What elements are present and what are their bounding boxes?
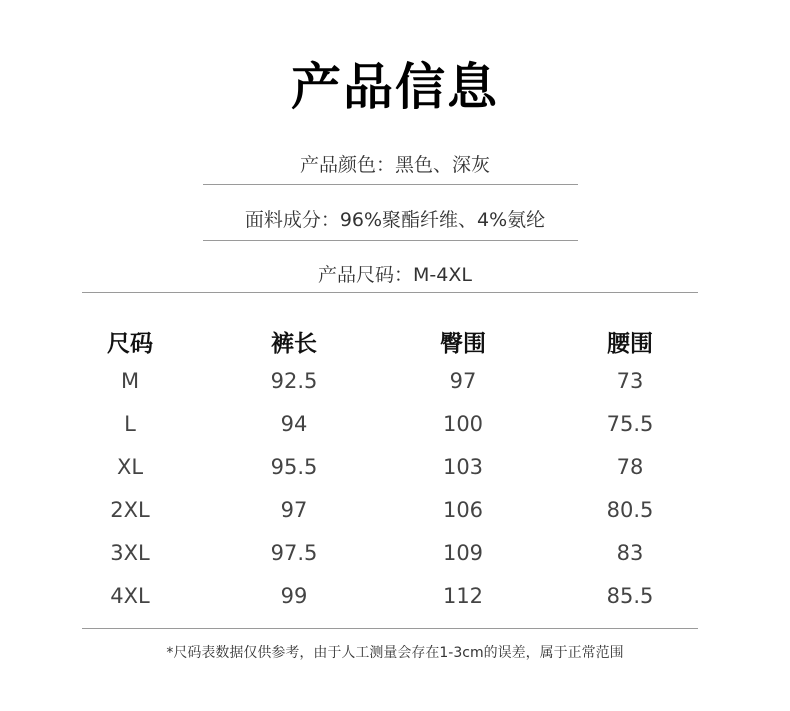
cell-length: 95.5 (270, 455, 318, 479)
cell-waist: 75.5 (606, 412, 654, 436)
cell-hip: 106 (442, 498, 484, 522)
header-waist: 腰围 (607, 331, 653, 357)
header-size: 尺码 (107, 331, 153, 357)
cell-size: 3XL (110, 541, 150, 565)
table-row (82, 492, 698, 528)
cell-length: 94 (280, 412, 308, 436)
product-fabric: 面料成分：96%聚酯纤维、4%氨纶 (244, 209, 546, 231)
cell-waist: 83 (616, 541, 644, 565)
cell-size: M (120, 369, 140, 393)
cell-waist: 85.5 (606, 584, 654, 608)
cell-hip: 100 (442, 412, 484, 436)
cell-length: 99 (280, 584, 308, 608)
cell-waist: 73 (616, 369, 644, 393)
divider (203, 184, 578, 185)
cell-size: XL (116, 455, 144, 479)
cell-length: 92.5 (270, 369, 318, 393)
cell-waist: 78 (616, 455, 644, 479)
table-row (82, 449, 698, 485)
cell-length: 97 (280, 498, 308, 522)
cell-hip: 103 (442, 455, 484, 479)
divider (203, 240, 578, 241)
cell-size: 2XL (110, 498, 150, 522)
cell-size: L (124, 412, 136, 436)
table-row (82, 406, 698, 442)
product-color: 产品颜色：黑色、深灰 (299, 154, 490, 176)
header-hip: 臀围 (440, 331, 486, 357)
cell-hip: 109 (442, 541, 484, 565)
product-size-range: 产品尺码：M-4XL (318, 264, 472, 286)
size-note: *尺码表数据仅供参考，由于人工测量会存在1-3cm的误差，属于正常范围 (166, 645, 624, 661)
cell-length: 97.5 (270, 541, 318, 565)
cell-size: 4XL (110, 584, 150, 608)
header-length: 裤长 (271, 331, 317, 357)
divider (82, 628, 698, 629)
cell-waist: 80.5 (606, 498, 654, 522)
cell-hip: 112 (442, 584, 484, 608)
table-row (82, 363, 698, 399)
page-title: 产品信息 (291, 58, 499, 116)
cell-hip: 97 (449, 369, 477, 393)
table-row (82, 578, 698, 614)
table-header-row (82, 326, 698, 362)
table-row (82, 535, 698, 571)
divider (82, 292, 698, 293)
